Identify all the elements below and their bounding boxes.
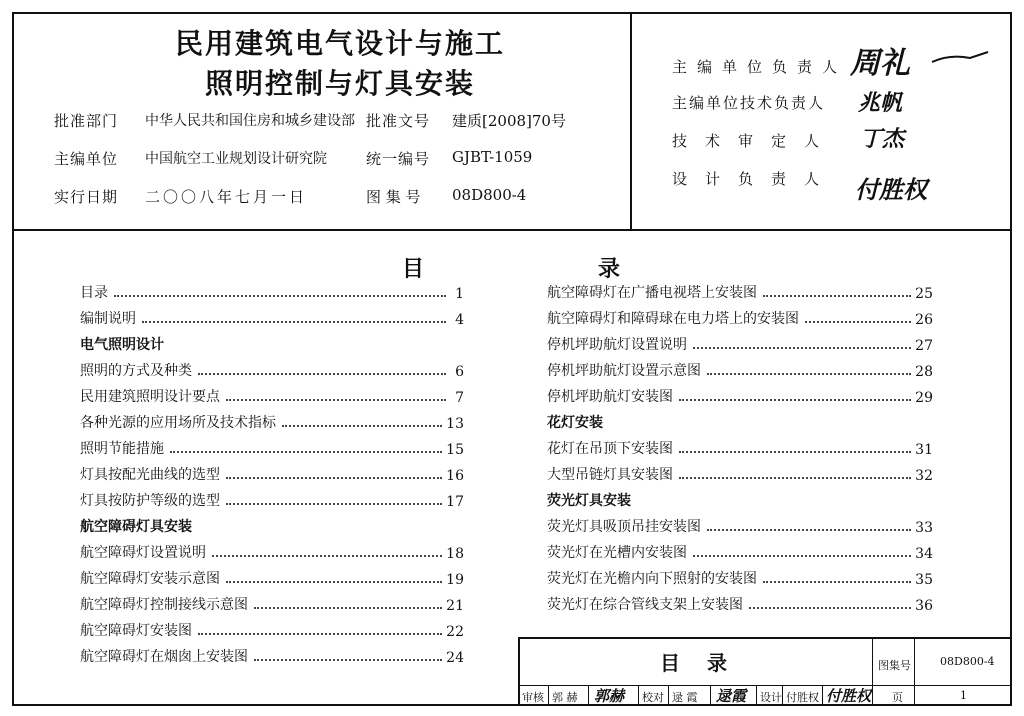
- toc-entry: [80, 592, 464, 614]
- toc-entry: [80, 488, 464, 510]
- toc-entry-title: 航空障碍灯安装图: [80, 623, 192, 639]
- designer-signature: 付胜权: [826, 687, 872, 705]
- toc-entry: [80, 280, 464, 302]
- toc-entry-page: 17: [446, 494, 464, 510]
- editor-unit-label: 主编单位: [54, 150, 119, 168]
- toc-entry-page: 31: [915, 442, 933, 458]
- reviewer-name: 郭 赫: [552, 691, 578, 704]
- toc-entry-page: 29: [915, 390, 933, 406]
- toc-leader-dots: [805, 321, 911, 323]
- toc-entry-page: 1: [455, 286, 464, 302]
- signatory-role-4: 设计负责人: [672, 170, 838, 188]
- toc-leader-dots: [763, 295, 911, 297]
- toc-entry: [547, 332, 933, 354]
- toc-leader-dots: [212, 555, 442, 557]
- toc-entry-page: 19: [446, 572, 464, 588]
- atlas-number-label: 图 集 号: [366, 188, 421, 206]
- toc-entry-page: 28: [915, 364, 933, 380]
- toc-entry: [547, 514, 933, 536]
- toc-entry-page: 7: [455, 390, 464, 406]
- toc-entry-title: 航空障碍灯在烟囱上安装图: [80, 649, 248, 665]
- toc-entry-page: 33: [915, 520, 933, 536]
- toc-entry-page: 13: [446, 416, 464, 432]
- toc-entry-title: 停机坪助航灯设置说明: [547, 337, 687, 353]
- toc-entry: [80, 644, 464, 666]
- toc-entry-title: 目录: [80, 285, 108, 301]
- toc-entry: [547, 566, 933, 588]
- toc-entry-title: 荧光灯具吸顶吊挂安装图: [547, 519, 701, 535]
- approval-dept-value: 中华人民共和国住房和城乡建设部: [145, 113, 355, 129]
- toc-entry: [547, 384, 933, 406]
- toc-entry-title: 荧光灯在光檐内向下照射的安装图: [547, 571, 757, 587]
- toc-leader-dots: [282, 425, 442, 427]
- toc-heading-right: 录: [598, 257, 621, 282]
- toc-leader-dots: [693, 347, 911, 349]
- toc-entry-page: 4: [455, 312, 464, 328]
- toc-leader-dots: [707, 529, 911, 531]
- toc-entry: [80, 358, 464, 380]
- toc-leader-dots: [679, 399, 911, 401]
- page-label: 页: [892, 691, 903, 704]
- toc-leader-dots: [763, 581, 911, 583]
- toc-entry-title: 编制说明: [80, 311, 136, 327]
- toc-entry-page: 32: [915, 468, 933, 484]
- title-block: [518, 637, 1012, 706]
- signatory-role-2: 主编单位技术负责人: [672, 94, 826, 112]
- signatory-role-1: 主编单位负责人: [672, 58, 848, 76]
- toc-entry-page: 18: [446, 546, 464, 562]
- toc-entry: [547, 540, 933, 562]
- toc-entry-title: 灯具按防护等级的选型: [80, 493, 220, 509]
- toc-leader-dots: [226, 477, 442, 479]
- toc-leader-dots: [142, 321, 446, 323]
- toc-entry-title: 航空障碍灯和障碍球在电力塔上的安装图: [547, 311, 799, 327]
- toc-entry: [547, 436, 933, 458]
- signature-4: 付胜权: [855, 175, 927, 204]
- toc-entry-title: 灯具按配光曲线的选型: [80, 467, 220, 483]
- toc-entry: [80, 306, 464, 328]
- effective-date-label: 实行日期: [54, 188, 119, 206]
- unified-number-value: GJBT-1059: [452, 148, 533, 166]
- toc-entry: [80, 462, 464, 484]
- toc-leader-dots: [749, 607, 911, 609]
- toc-entry-title: 航空障碍灯设置说明: [80, 545, 206, 561]
- toc-entry-page: 36: [915, 598, 933, 614]
- signature-flourish: [930, 44, 992, 68]
- toc-section-heading: [547, 488, 933, 510]
- approval-dept-label: 批准部门: [54, 112, 119, 130]
- toc-leader-dots: [198, 633, 442, 635]
- header-divider: [12, 229, 1012, 231]
- toc-entry-title: 照明的方式及种类: [80, 363, 192, 379]
- toc-entry-page: 15: [446, 442, 464, 458]
- checker-signature: 逯霞: [716, 687, 747, 705]
- check-label: 校对: [642, 691, 664, 704]
- editor-unit-value: 中国航空工业规划设计研究院: [145, 151, 327, 167]
- toc-entry: [547, 358, 933, 380]
- toc-entry-title: 停机坪助航灯设置示意图: [547, 363, 701, 379]
- toc-leader-dots: [707, 373, 911, 375]
- review-label: 审核: [522, 691, 544, 704]
- toc-entry: [547, 592, 933, 614]
- toc-leader-dots: [254, 607, 442, 609]
- toc-entry-title: 荧光灯在综合管线支架上安装图: [547, 597, 743, 613]
- toc-leader-dots: [226, 581, 442, 583]
- title-block-title: 目 录: [660, 651, 737, 675]
- toc-leader-dots: [226, 503, 442, 505]
- toc-entry-page: 34: [915, 546, 933, 562]
- effective-date-value: 二〇〇八年七月一日: [145, 188, 308, 206]
- toc-entry-title: 航空障碍灯控制接线示意图: [80, 597, 248, 613]
- toc-leader-dots: [226, 399, 446, 401]
- document-title-line1: 民用建筑电气设计与施工: [174, 27, 505, 60]
- toc-entry: [547, 306, 933, 328]
- toc-leader-dots: [170, 451, 442, 453]
- toc-entry: [80, 410, 464, 432]
- toc-entry-page: 27: [915, 338, 933, 354]
- toc-leader-dots: [679, 451, 911, 453]
- toc-leader-dots: [693, 555, 911, 557]
- toc-entry-title: 各种光源的应用场所及技术指标: [80, 415, 276, 431]
- designer-name: 付胜权: [786, 691, 819, 704]
- toc-entry-page: 16: [446, 468, 464, 484]
- toc-entry: [80, 618, 464, 640]
- toc-entry-title: 照明节能措施: [80, 441, 164, 457]
- page-number: 1: [960, 689, 967, 702]
- signature-3: 丁杰: [860, 126, 905, 152]
- toc-entry: [80, 384, 464, 406]
- toc-entry-title: 航空障碍灯在广播电视塔上安装图: [547, 285, 757, 301]
- toc-leader-dots: [679, 477, 911, 479]
- toc-entry: [80, 540, 464, 562]
- toc-entry: [547, 280, 933, 302]
- toc-leader-dots: [254, 659, 442, 661]
- toc-heading-left: 目: [402, 257, 425, 282]
- checker-name: 逯 霞: [672, 691, 698, 704]
- toc-entry-title: 大型吊链灯具安装图: [547, 467, 673, 483]
- toc-entry-page: 22: [446, 624, 464, 640]
- atlas-no-label: 图集号: [878, 659, 911, 672]
- toc-entry-page: 25: [915, 286, 933, 302]
- toc-entry-title: 花灯在吊顶下安装图: [547, 441, 673, 457]
- toc-entry-title: 荧光灯具安装: [547, 493, 631, 509]
- toc-section-heading: [547, 410, 933, 432]
- signatory-role-3: 技术审定人: [672, 132, 838, 150]
- toc-entry-title: 花灯安装: [547, 415, 603, 431]
- toc-entry-page: 6: [455, 364, 464, 380]
- header-vertical-divider: [630, 12, 632, 231]
- toc-entry-page: 35: [915, 572, 933, 588]
- toc-section-heading: [80, 514, 464, 536]
- toc-leader-dots: [114, 295, 446, 297]
- toc-section-heading: [80, 332, 464, 354]
- toc-entry-page: 24: [446, 650, 464, 666]
- toc-entry-title: 停机坪助航灯安装图: [547, 389, 673, 405]
- toc-entry-title: 民用建筑照明设计要点: [80, 389, 220, 405]
- toc-entry-page: 21: [446, 598, 464, 614]
- reviewer-signature: 郭赫: [594, 687, 625, 705]
- toc-entry-page: 26: [915, 312, 933, 328]
- toc-entry: [80, 566, 464, 588]
- toc-entry: [547, 462, 933, 484]
- atlas-number-value: 08D800-4: [452, 186, 527, 204]
- document-title-line2: 照明控制与灯具安装: [204, 67, 475, 100]
- approval-doc-label: 批准文号: [366, 112, 431, 130]
- unified-number-label: 统一编号: [366, 150, 431, 168]
- signature-1: 周礼: [850, 46, 910, 81]
- toc-entry: [80, 436, 464, 458]
- toc-entry-title: 航空障碍灯具安装: [80, 519, 192, 535]
- design-label: 设计: [760, 691, 782, 704]
- toc-leader-dots: [198, 373, 446, 375]
- toc-entry-title: 航空障碍灯安装示意图: [80, 571, 220, 587]
- atlas-no-value: 08D800-4: [940, 655, 995, 668]
- toc-entry-title: 荧光灯在光槽内安装图: [547, 545, 687, 561]
- toc-entry-title: 电气照明设计: [80, 337, 164, 353]
- approval-doc-value: 建质[2008]70号: [452, 112, 566, 130]
- signature-2: 兆帆: [858, 90, 903, 116]
